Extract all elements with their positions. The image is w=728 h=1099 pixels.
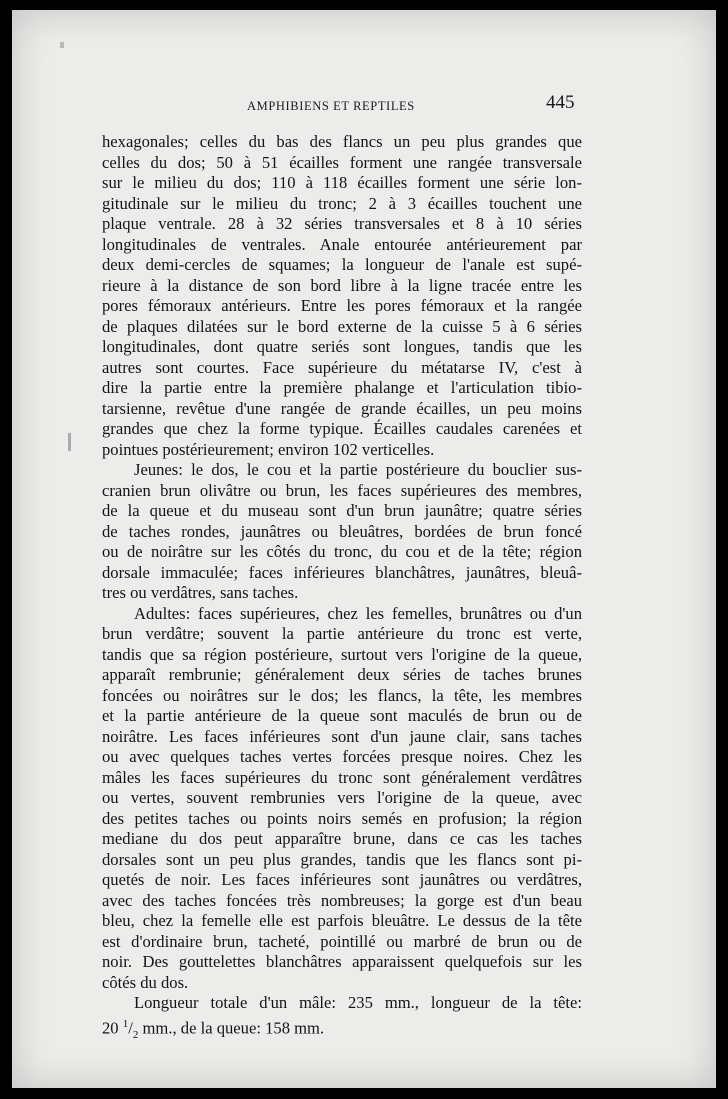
text-line: ou vertes, souvent rembrunies vers l'origine de la queue, avec <box>102 788 582 807</box>
text-line: quetés de noir. Les faces inférieures sont jaunâtres ou verdâtres, <box>102 870 582 889</box>
text-line: hexagonales; celles du bas des flancs un peu plus grandes que <box>102 132 582 151</box>
book-page <box>12 10 716 1088</box>
text-line: tandis que sa région postérieure, surtout vers l'origine de la queue, <box>102 644 582 664</box>
text-line: gitudinale sur le milieu du tronc; 2 à 3 écailles touchent une <box>102 193 582 213</box>
text-line: brun verdâtre; souvent la partie antérieure du tronc est verte, <box>102 624 582 643</box>
running-title: AMPHIBIENS ET REPTILES <box>247 99 415 113</box>
text-line: Jeunes: le dos, le cou et la partie postérieure du bouclier sus- <box>134 460 582 479</box>
text-line: deux demi-cercles de squames; la longueur de l'anale est supé- <box>102 255 582 274</box>
text-line: foncées ou noirâtres sur le dos; les flancs, la tête, les membres <box>102 685 582 705</box>
fraction-numerator: 1 <box>122 1017 129 1030</box>
running-head <box>12 92 716 116</box>
text-line: apparaît rembrunie; généralement deux séries de taches brunes <box>102 665 582 684</box>
body-text <box>102 132 582 1045</box>
text-line: ou de noirâtre sur les côtés du tronc, du cou et de la tête; région <box>102 542 582 561</box>
text-line: longitudinales, dont quatre seriés sont longues, tandis que les <box>102 337 582 356</box>
text-line: longitudinales de ventrales. Anale entourée antérieurement par <box>102 234 582 254</box>
fraction-slash: / <box>128 1018 133 1038</box>
text-line: ou avec quelques taches vertes forcées presque noires. Chez les <box>102 747 582 766</box>
text-line: pointues postérieurement; environ 102 verticelles. <box>102 439 435 459</box>
text-line: grandes que chez la forme typique. Écailles caudales carenées et <box>102 419 582 438</box>
text-line: dorsale immaculée; faces inférieures blanchâtres, jaunâtres, bleuâ- <box>102 562 582 582</box>
text-line: Longueur totale d'un mâle: 235 mm., longueur de la tête: <box>134 993 582 1012</box>
paragraph-description <box>102 132 582 460</box>
text-line: rieure à la distance de son bord libre à la ligne tracée entre les <box>102 275 582 295</box>
text-line: plaque ventrale. 28 à 32 séries transversales et 8 à 10 séries <box>102 214 582 233</box>
text-line: cranien brun olivâtre ou brun, les faces supérieures des membres, <box>102 480 582 500</box>
text-line: de la queue et du museau sont d'un brun jaunâtre; quatre séries <box>102 501 582 520</box>
text-line: de plaques dilatées sur le bord externe de la cuisse 5 à 6 séries <box>102 316 582 336</box>
scan-speck <box>60 42 64 48</box>
text-line: mediane du dos peut apparaître brune, dans ce cas les taches <box>102 829 582 848</box>
text-line: tres ou verdâtres, sans taches. <box>102 583 299 602</box>
text-line: dorsales sont un peu plus grandes, tandis que les flancs sont pi- <box>102 849 582 869</box>
page-number: 445 <box>546 92 575 113</box>
paragraph-longueur <box>102 993 582 1045</box>
text-line: autres sont courtes. Face supérieure du métatarse IV, c'est à <box>102 357 582 377</box>
fraction-denominator: 2 <box>132 1028 139 1041</box>
text-line: avec des taches foncées très nombreuses; la gorge est d'un beau <box>102 890 582 910</box>
text-line: noirâtre. Les faces inférieures sont d'un jaune clair, sans taches <box>102 726 582 746</box>
text-line: bleu, chez la femelle elle est parfois bleuâtre. Le dessus de la tête <box>102 911 582 930</box>
text-line: côtés du dos. <box>102 972 189 992</box>
text-line: noir. Des gouttelettes blanchâtres apparaissent quelquefois sur les <box>102 952 582 971</box>
text-line: Adultes: faces supérieures, chez les femelles, brunâtres ou d'un <box>134 603 582 623</box>
text-line: est d'ordinaire brun, tacheté, pointillé ou marbré de brun ou de <box>102 931 582 951</box>
text-fragment: 20 <box>102 1018 123 1038</box>
paragraph-jeunes <box>102 460 582 604</box>
text-line: celles du dos; 50 à 51 écailles forment une rangée transversale <box>102 152 582 172</box>
text-line: mâles les faces supérieures du tronc sont généralement verdâtres <box>102 767 582 787</box>
paragraph-adultes <box>102 604 582 994</box>
text-line: de taches rondes, jaunâtres ou bleuâtres, bordées de brun foncé <box>102 521 582 541</box>
margin-mark <box>68 433 71 451</box>
text-line: des petites taches ou points noirs semés en profusion; la région <box>102 808 582 828</box>
text-line: pores fémoraux antérieurs. Entre les pores fémoraux et la rangée <box>102 296 582 315</box>
text-line: dire la partie entre la première phalange et l'articulation tibio- <box>102 378 582 397</box>
text-line: tarsienne, revêtue d'une rangée de grande écailles, un peu moins <box>102 398 582 418</box>
text-line <box>102 1014 582 1045</box>
text-line: sur le milieu du dos; 110 à 118 écailles forment une série lon- <box>102 173 582 192</box>
text-line: et la partie antérieure de la queue sont maculés de brun ou de <box>102 706 582 725</box>
text-fragment: mm., de la queue: 158 mm. <box>138 1018 325 1038</box>
